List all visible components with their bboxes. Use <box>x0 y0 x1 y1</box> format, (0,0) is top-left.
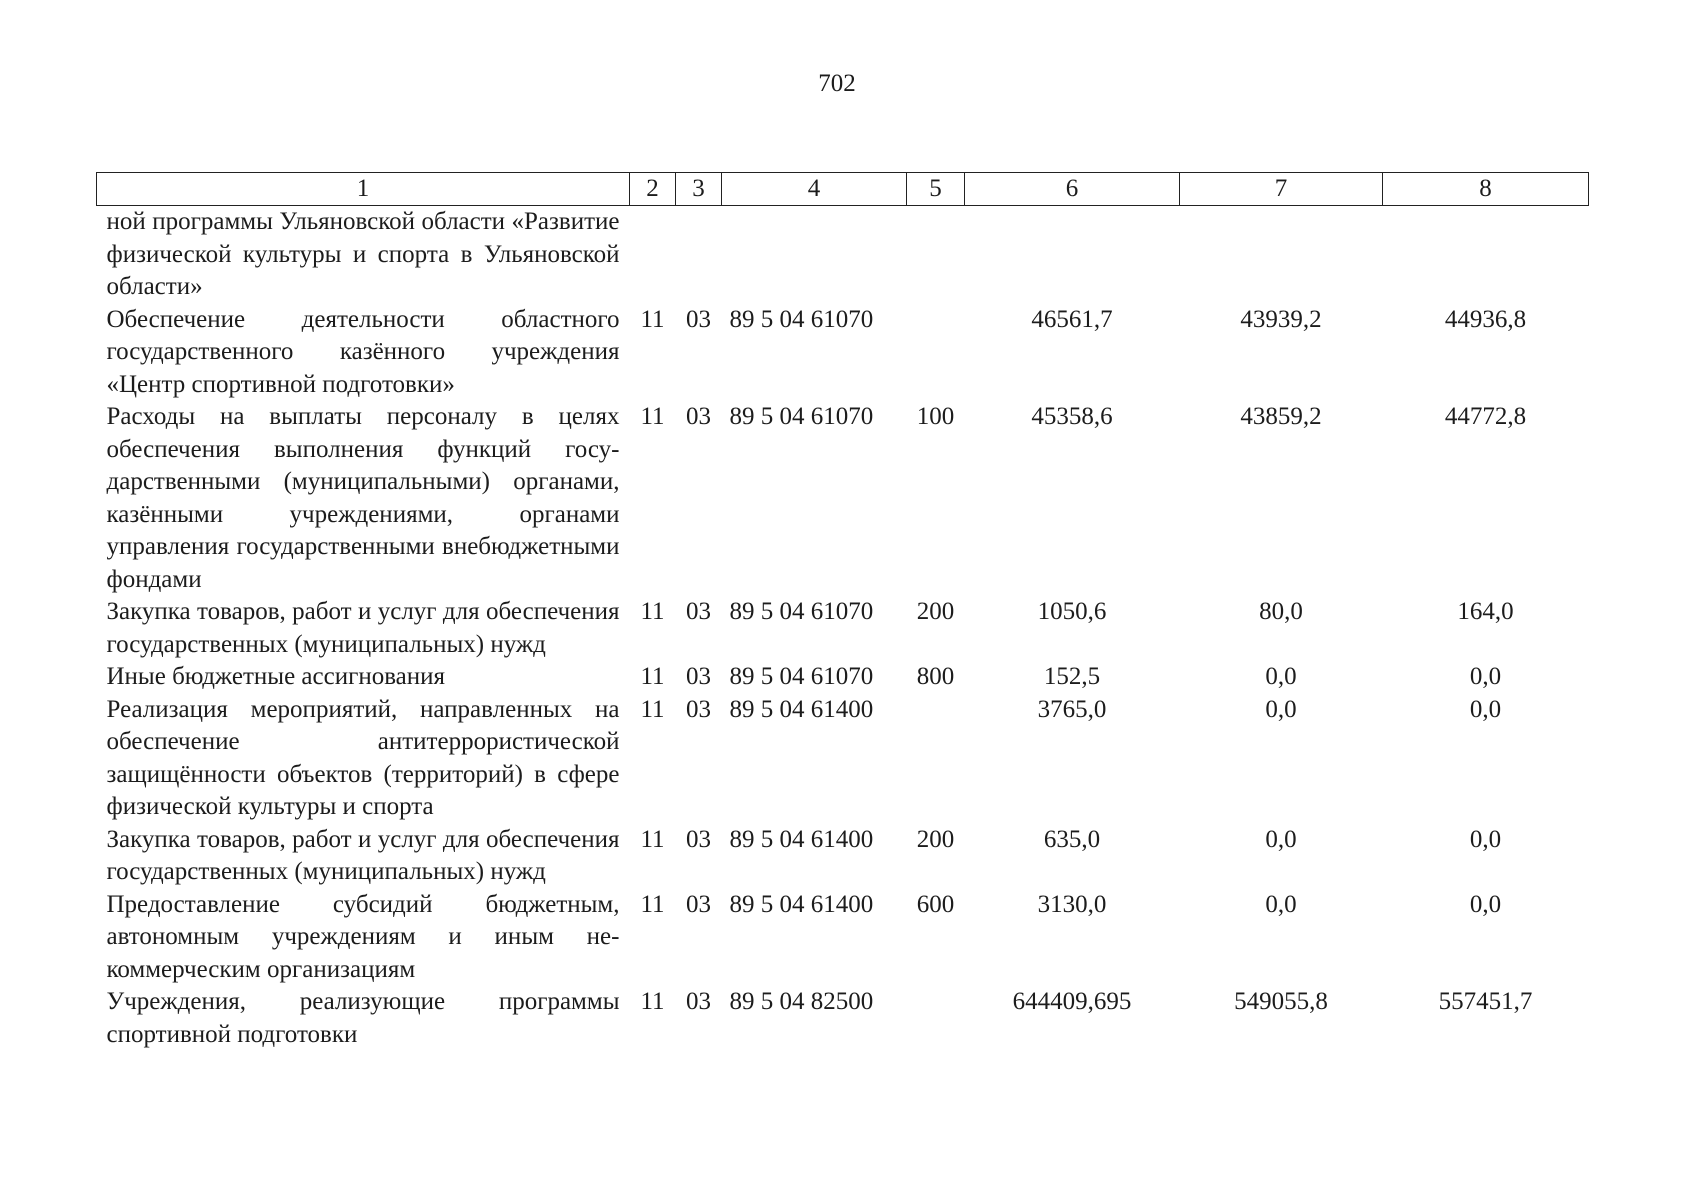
row-amount-col8: 0,0 <box>1469 825 1502 853</box>
header-col-6: 6 <box>965 173 1180 206</box>
row-description: ной программы Ульяновской области «Развитие физической культуры и спорта в Ульяновской области» <box>106 208 620 300</box>
table-row <box>97 401 1589 596</box>
table-body <box>97 206 1589 1052</box>
row-description: Расходы на выплаты персоналу в целях обеспечения выполнения функций государственными (муниципальными) органами, казёнными учреждениями, органами управления государственными внебюджетными фондами <box>106 403 620 593</box>
row-description: Закупка товаров, работ и услуг для обеспечения государственных (муниципальных) нужд <box>106 598 620 658</box>
table-row <box>97 661 1589 694</box>
budget-table <box>96 172 1589 1051</box>
row-expense-type <box>907 206 965 304</box>
row-amount-col6: 635,0 <box>1043 825 1101 853</box>
row-section: 11 <box>640 663 665 690</box>
table-row <box>97 694 1589 824</box>
row-amount-col7: 43859,2 <box>1240 403 1322 430</box>
row-amount-col6: 3130,0 <box>1037 890 1107 918</box>
row-target-code: 89 5 04 61070 <box>729 663 874 690</box>
row-section: 11 <box>640 305 665 333</box>
row-amount-col6: 46561,7 <box>1031 305 1113 333</box>
row-subsection: 03 <box>686 825 711 853</box>
row-target-code: 89 5 04 61070 <box>729 598 874 625</box>
row-target-code: 89 5 04 82500 <box>729 988 874 1015</box>
row-amount-col7: 0,0 <box>1265 825 1297 853</box>
row-amount-col7: 0,0 <box>1265 663 1297 690</box>
row-expense-type: 100 <box>916 403 955 430</box>
header-col-3: 3 <box>676 173 722 206</box>
row-expense-type: 800 <box>916 663 955 690</box>
row-subsection: 03 <box>686 890 711 918</box>
row-subsection: 03 <box>686 695 711 723</box>
row-amount-col6: 1050,6 <box>1037 598 1107 625</box>
row-amount-col6: 3765,0 <box>1037 695 1107 723</box>
header-col-8: 8 <box>1383 173 1589 206</box>
header-col-7: 7 <box>1180 173 1383 206</box>
row-target-code: 89 5 04 61400 <box>729 890 874 918</box>
header-col-5: 5 <box>907 173 965 206</box>
row-target-code: 89 5 04 61070 <box>729 305 874 333</box>
header-col-2: 2 <box>630 173 676 206</box>
row-expense-type: 200 <box>916 825 955 853</box>
table-header <box>97 173 1589 206</box>
row-amount-col8: 164,0 <box>1457 598 1514 625</box>
row-expense-type: 200 <box>916 598 955 625</box>
row-subsection: 03 <box>686 988 711 1015</box>
header-row <box>97 173 1589 206</box>
header-col-1: 1 <box>97 173 630 206</box>
row-description: Реализация мероприятий, направленных на обеспечение антитеррористической защищённости объектов (территорий) в сфере физической культуры и спорта <box>106 695 620 820</box>
row-description: Обеспечение деятельности областного государственного казённого учреждения «Центр спортивной подготовки» <box>106 305 620 398</box>
row-subsection: 03 <box>686 403 711 430</box>
row-section: 11 <box>640 695 665 723</box>
row-description: Учреждения, реализующие программы спортивной подготовки <box>106 988 620 1048</box>
row-description: Предоставление субсидий бюджетным, автономным учреждениям и иным некоммерческим организациям <box>106 890 620 983</box>
row-amount-col8: 557451,7 <box>1438 988 1533 1015</box>
table-row <box>97 304 1589 402</box>
row-expense-type <box>907 986 965 1051</box>
row-amount-col6: 45358,6 <box>1031 403 1113 430</box>
row-amount-col7: 0,0 <box>1265 890 1297 918</box>
table-row <box>97 596 1589 661</box>
row-subsection: 03 <box>686 305 711 333</box>
page-number: 702 <box>818 70 856 97</box>
row-amount-col7: 0,0 <box>1265 695 1297 723</box>
row-amount-col8: 44772,8 <box>1444 403 1527 430</box>
row-amount-col8: 44936,8 <box>1444 305 1527 333</box>
row-expense-type: 600 <box>916 890 955 918</box>
row-subsection: 03 <box>686 663 711 690</box>
row-amount-col8: 0,0 <box>1469 663 1502 690</box>
row-section: 11 <box>640 890 665 918</box>
header-col-4: 4 <box>722 173 907 206</box>
row-expense-type <box>907 694 965 824</box>
row-description: Иные бюджетные ассигнования <box>106 663 446 690</box>
row-amount-col6: 644409,695 <box>1012 988 1132 1015</box>
row-section: 11 <box>640 598 665 625</box>
row-amount-col8: 0,0 <box>1469 890 1502 918</box>
row-target-code: 89 5 04 61400 <box>729 695 874 723</box>
row-amount-col8: 0,0 <box>1469 695 1502 723</box>
row-section: 11 <box>640 825 665 853</box>
row-expense-type <box>907 304 965 402</box>
row-amount-col7: 549055,8 <box>1234 988 1328 1015</box>
table-row <box>97 986 1589 1051</box>
row-section <box>630 206 676 304</box>
table-row <box>97 889 1589 987</box>
row-target-code: 89 5 04 61070 <box>729 403 874 430</box>
row-amount-col7: 80,0 <box>1259 598 1303 625</box>
row-section: 11 <box>640 988 665 1015</box>
row-amount-col7: 43939,2 <box>1240 305 1322 333</box>
row-target-code <box>722 206 907 304</box>
table-row <box>97 206 1589 304</box>
row-subsection <box>676 206 722 304</box>
row-target-code: 89 5 04 61400 <box>729 825 874 853</box>
row-subsection: 03 <box>686 598 711 625</box>
row-amount-col7 <box>1180 206 1383 304</box>
row-description: Закупка товаров, работ и услуг для обеспечения государственных (муниципальных) нужд <box>106 825 620 885</box>
row-amount-col6 <box>965 206 1180 304</box>
row-amount-col6: 152,5 <box>1043 663 1101 690</box>
table-row <box>97 824 1589 889</box>
row-section: 11 <box>640 403 665 430</box>
row-amount-col8 <box>1383 206 1589 304</box>
